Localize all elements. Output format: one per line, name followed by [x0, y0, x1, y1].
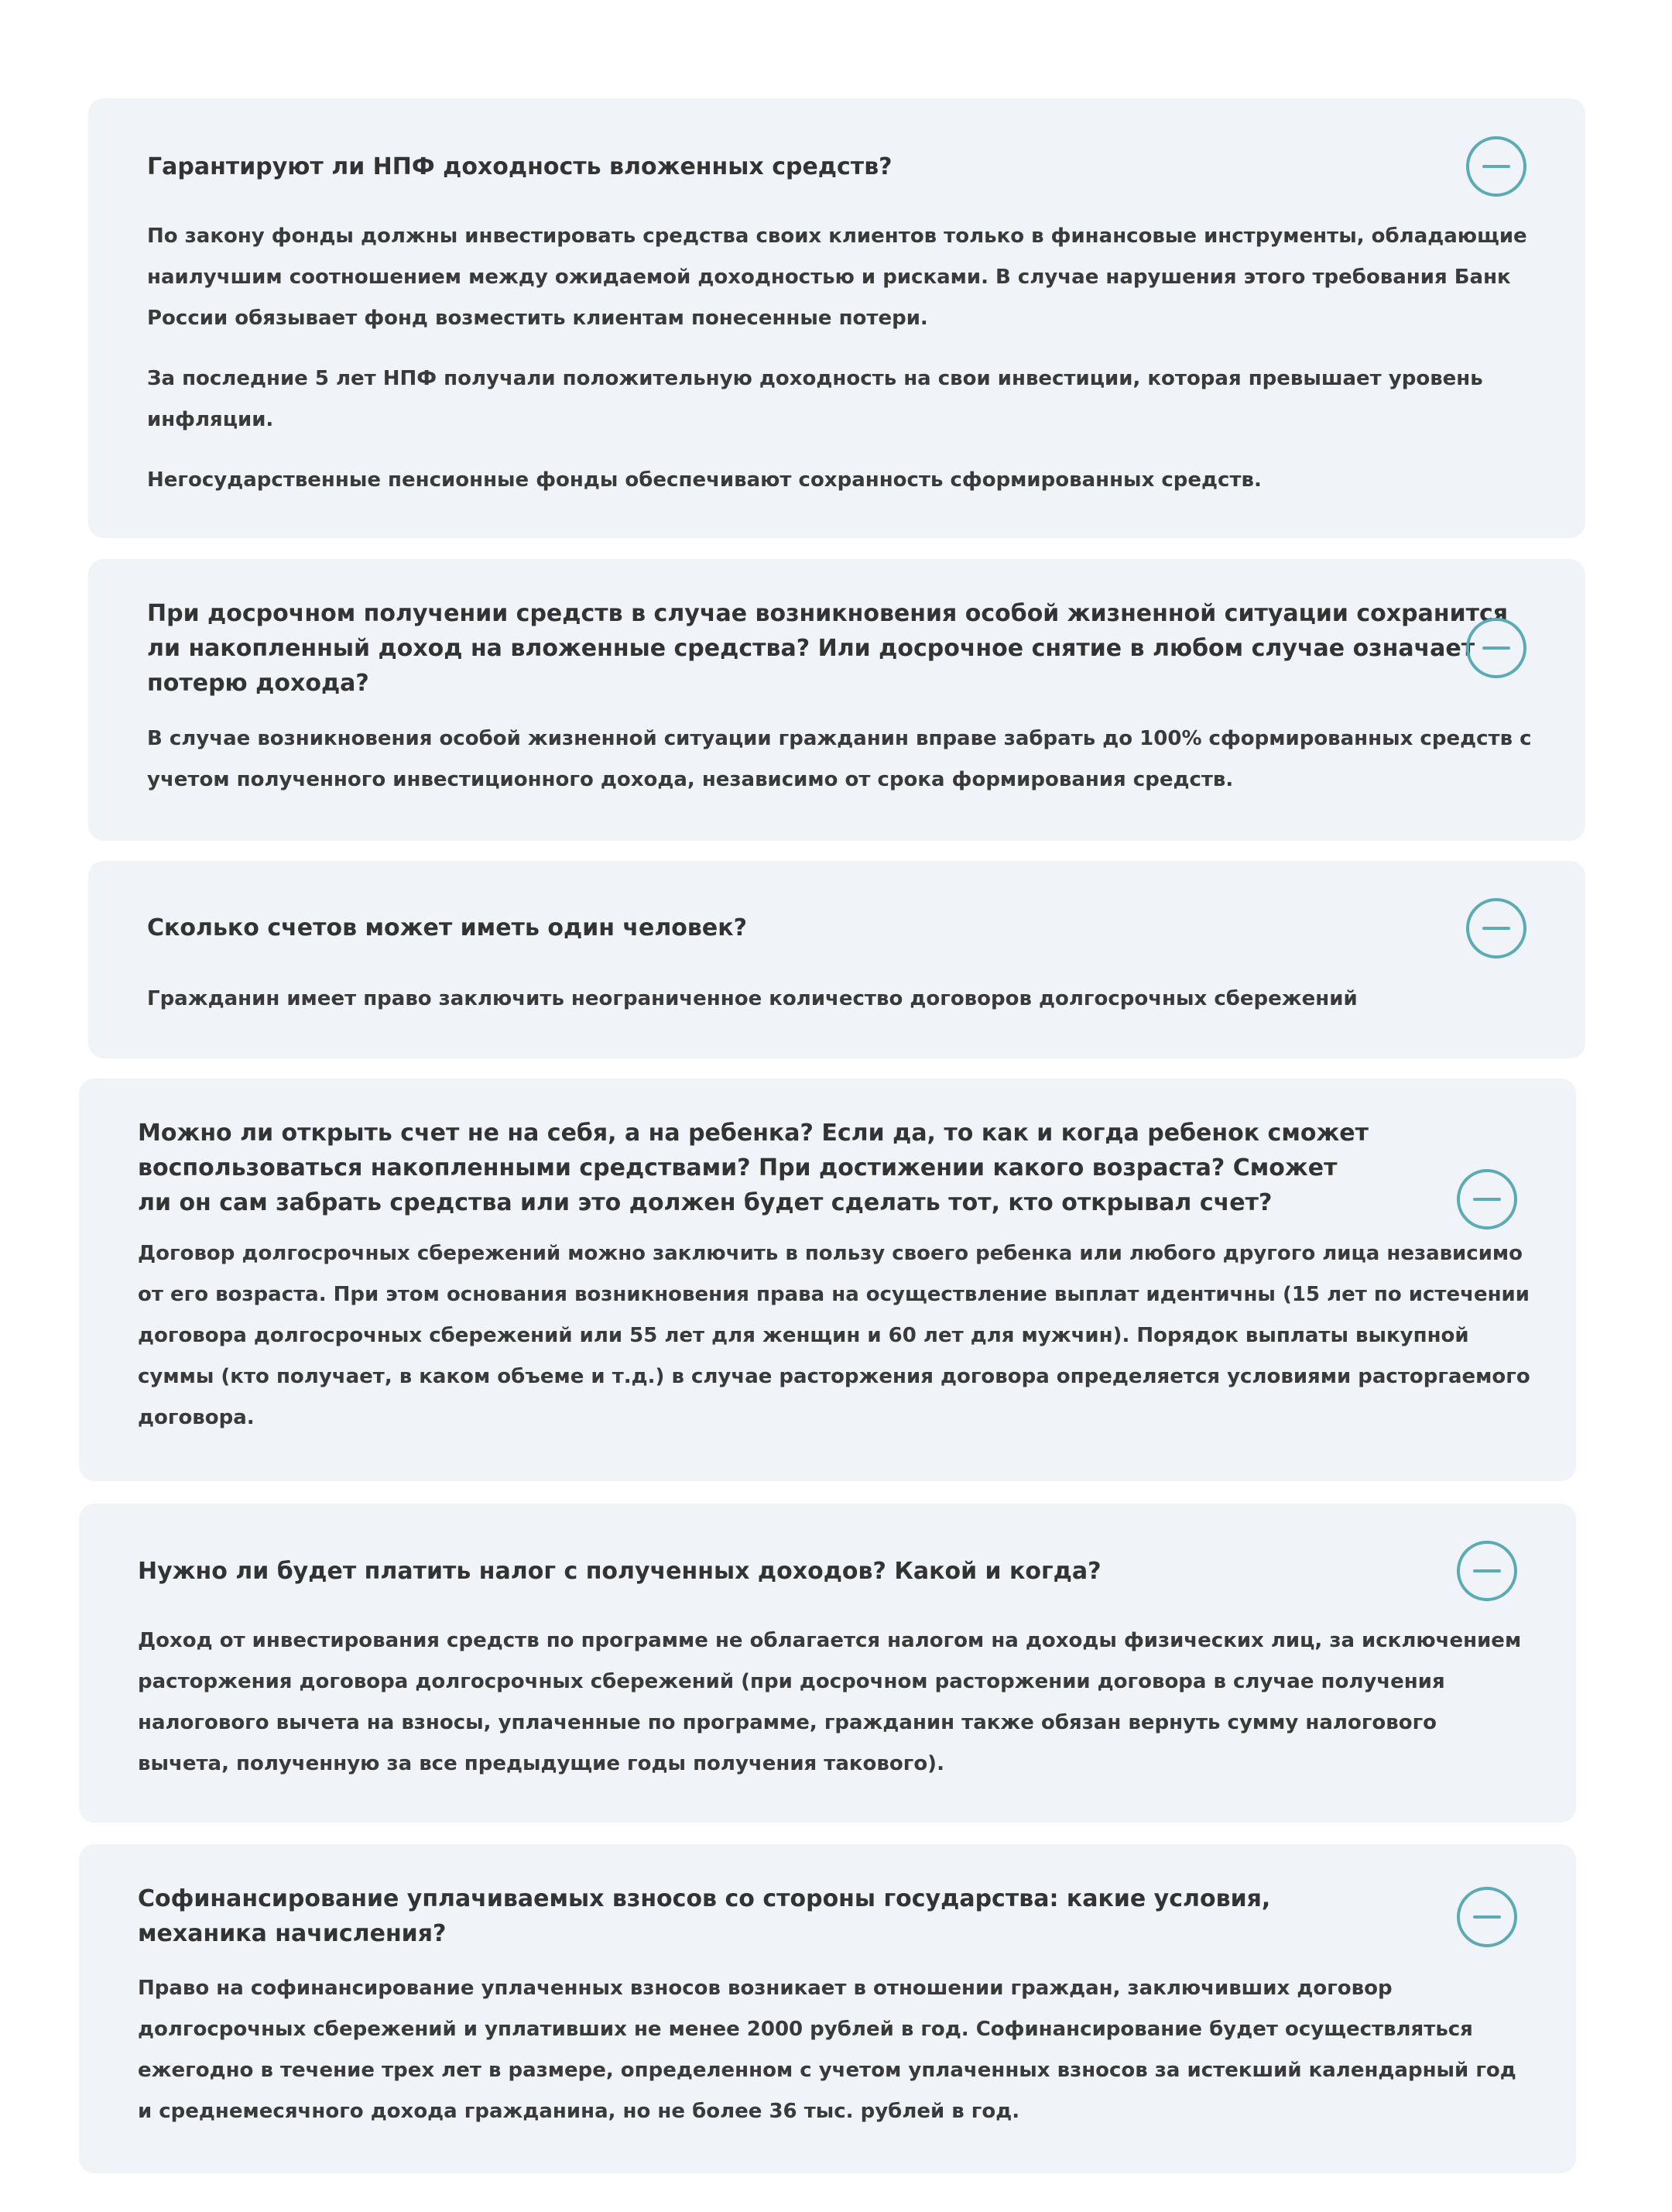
faq-item [79, 1844, 1576, 2173]
minus-bar [1482, 165, 1510, 168]
faq-answer [147, 979, 1540, 1020]
minus-circle-icon[interactable] [1457, 1169, 1517, 1229]
faq-answer-paragraph: По закону фонды должны инвестировать средства своих клиентов только в финансовые инструменты, обладающие наилучшим соотношением между ожидаемой доходностью и рисками. В случае нарушения этого требования Банк России обязывает фонд возместить клиентам понесенные потери. [147, 225, 1527, 330]
faq-question[interactable]: Сколько счетов может иметь один человек? [147, 914, 748, 941]
faq-item [79, 1504, 1576, 1823]
minus-bar [1473, 1198, 1501, 1201]
faq-answer-paragraph: Негосударственные пенсионные фонды обеспечивают сохранность сформированных средств. [147, 468, 1262, 492]
faq-item [88, 559, 1585, 841]
faq-answer-paragraph: Договор долгосрочных сбережений можно заключить в пользу своего ребенка или любого другого лица независимо от его возраста. При этом основания возникновения права на осуществление выплат идентичны (15 лет по истечении договора долгосрочных сбережений или 55 лет для женщин и 60 лет для мужчин). Порядок выплаты выкупной суммы (кто получает, в каком объеме и т.д.) в случае расторжения договора определяется условиями расторгаемого договора. [138, 1242, 1530, 1429]
minus-circle-icon[interactable] [1466, 618, 1526, 678]
faq-question[interactable]: Гарантируют ли НПФ доходность вложенных средств? [147, 153, 893, 180]
minus-circle-icon[interactable] [1457, 1887, 1517, 1947]
minus-circle-icon[interactable] [1457, 1541, 1517, 1601]
faq-answer-paragraph: Право на софинансирование уплаченных взносов возникает в отношении граждан, заключивших договор долгосрочных сбережений и уплативших не менее 2000 рублей в год. Софинансирование будет осуществляться ежегодно в течение трех лет в размере, определенном с учетом уплаченных взносов за истекший календарный год и среднемесячного дохода гражданина, но не более 36 тыс. рублей в год. [138, 1977, 1516, 2123]
faq-answer-paragraph: В случае возникновения особой жизненной ситуации гражданин вправе забрать до 100% сформированных средств с учетом полученного инвестиционного дохода, независимо от срока формирования средств. [147, 727, 1532, 791]
faq-item [79, 1079, 1576, 1481]
faq-question[interactable]: При досрочном получении средств в случае возникновения особой жизненной ситуации сохранится ли накопленный доход на вложенные средства? Или досрочное снятие в любом случае означает потерю дохода? [147, 600, 1509, 697]
minus-bar [1482, 927, 1510, 930]
minus-bar [1473, 1569, 1501, 1572]
minus-circle-icon[interactable] [1466, 898, 1526, 959]
faq-answer [147, 718, 1540, 801]
faq-answer [138, 1620, 1531, 1785]
faq-answer-paragraph: За последние 5 лет НПФ получали положительную доходность на свои инвестиции, которая превышает уровень инфляции. [147, 367, 1483, 431]
faq-answer [138, 1233, 1531, 1439]
minus-bar [1482, 646, 1510, 650]
minus-circle-icon[interactable] [1466, 136, 1526, 197]
minus-bar [1473, 1915, 1501, 1919]
faq-answer-paragraph: Гражданин имеет право заключить неограниченное количество договоров долгосрочных сбережений [147, 987, 1358, 1010]
faq-question[interactable]: Нужно ли будет платить налог с полученных доходов? Какой и когда? [138, 1558, 1102, 1585]
faq-answer [138, 1968, 1531, 2132]
faq-answer [147, 216, 1540, 501]
faq-question[interactable]: Софинансирование уплачиваемых взносов со стороны государства: какие условия, механика начисления? [138, 1885, 1271, 1947]
faq-question[interactable]: Можно ли открыть счет не на себя, а на ребенка? Если да, то как и когда ребенок сможет воспользоваться накопленными средствами? При достижении какого возраста? Сможет ли он сам забрать средства или это должен будет сделать тот, кто открывал счет? [138, 1120, 1369, 1216]
faq-item [88, 98, 1585, 538]
faq-answer-paragraph: Доход от инвестирования средств по программе не облагается налогом на доходы физических лиц, за исключением расторжения договора долгосрочных сбережений (при досрочном расторжении договора в случае получения налогового вычета на взносы, уплаченные по программе, гражданин также обязан вернуть сумму налогового вычета, полученную за все предыдущие годы получения такового). [138, 1629, 1522, 1775]
faq-item [88, 861, 1585, 1058]
